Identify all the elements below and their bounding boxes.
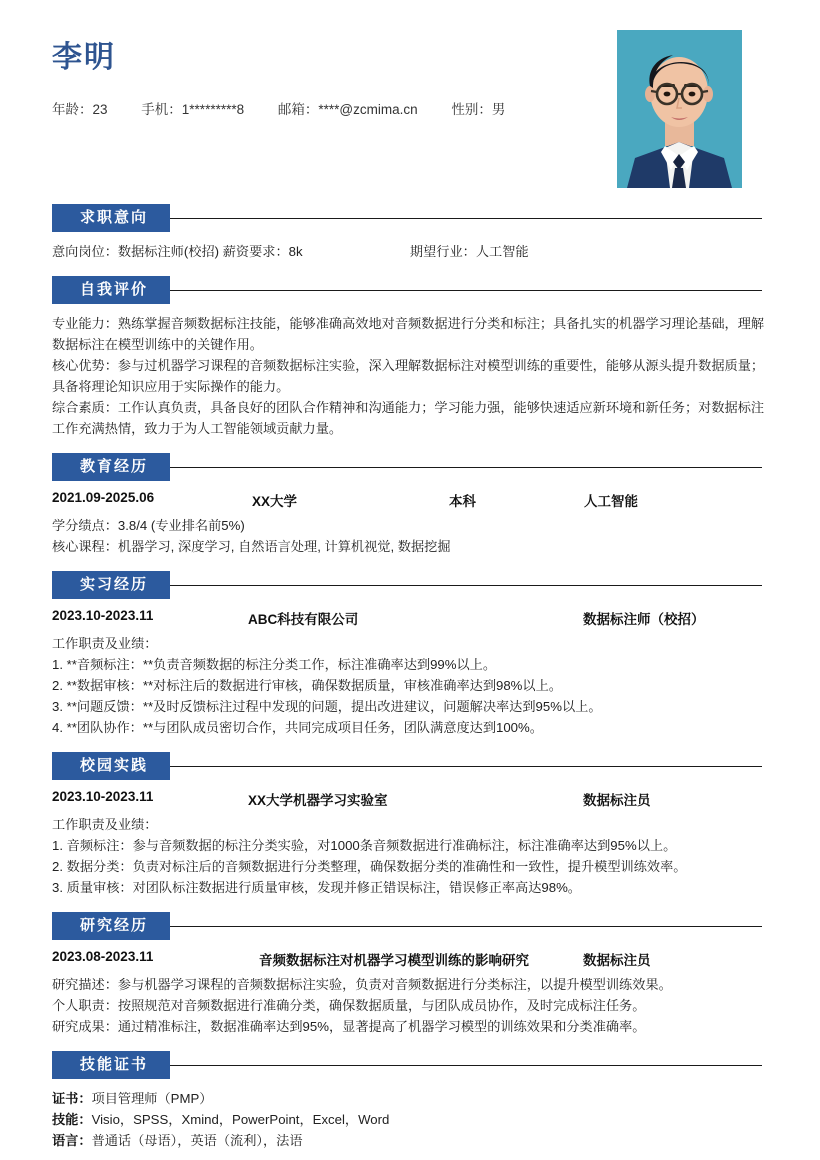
research-entry-row	[52, 949, 768, 971]
section-title-campus-practice: 校园实践	[52, 752, 170, 780]
section-internship	[0, 571, 820, 738]
section-header	[52, 571, 768, 599]
job-intent-left: 意向岗位：数据标注师(校招) 薪资要求：8k	[52, 244, 303, 259]
campus-org: XX大学机器学习实验室	[248, 793, 388, 808]
internship-detail-line: 2. **数据审核：**对标注后的数据进行审核，确保数据质量，审核准确率达到98%以上。	[52, 678, 562, 693]
research-detail-line: 个人职责：按照规范对音频数据进行准确分类，确保数据质量，与团队成员协作，及时完成标注任务。	[52, 998, 646, 1013]
section-title-job-intent: 求职意向	[52, 204, 170, 232]
skills-item-label: 技能：	[52, 1112, 92, 1127]
internship-entry-row	[52, 608, 768, 630]
section-rule	[170, 467, 762, 468]
internship-detail-line: 3. **问题反馈：**及时反馈标注过程中发现的问题，提出改进建议，问题解决率达到95%以上。	[52, 699, 602, 714]
section-rule	[170, 1065, 762, 1066]
internship-role: 数据标注师（校招）	[583, 612, 705, 627]
internship-details	[52, 633, 768, 738]
section-rule	[170, 218, 762, 219]
internship-detail-line: 1. **音频标注：**负责音频数据的标注分类工作，标注准确率达到99%以上。	[52, 657, 497, 672]
education-detail-line: 学分绩点：3.8/4 (专业排名前5%)	[52, 518, 245, 533]
skills-item-label: 证书：	[52, 1091, 92, 1106]
profile-photo	[617, 30, 742, 188]
job-intent-row	[52, 241, 768, 262]
research-detail-line: 研究成果：通过精准标注，数据准确率达到95%，显著提高了机器学习模型的训练效果和分类准确率。	[52, 1019, 646, 1034]
section-rule	[170, 585, 762, 586]
self-eval-paragraph: 综合素质：工作认真负责，具备良好的团队合作精神和沟通能力；学习能力强，能够快速适应新环境和新任务；对数据标注工作充满热情，致力于为人工智能领域贡献力量。	[52, 400, 765, 436]
section-job-intent	[0, 204, 820, 262]
campus-detail-line: 2. 数据分类：负责对标注后的音频数据进行分类整理，确保数据分类的准确性和一致性，提升模型训练效率。	[52, 859, 687, 874]
contact-gender: 性别：男	[451, 102, 506, 117]
internship-date: 2023.10-2023.11	[52, 608, 154, 623]
section-title-self-evaluation: 自我评价	[52, 276, 170, 304]
campus-detail-line: 工作职责及业绩：	[52, 817, 158, 832]
section-title-internship: 实习经历	[52, 571, 170, 599]
skills-item	[52, 1088, 768, 1109]
section-header	[52, 204, 768, 232]
internship-detail-line: 4. **团队协作：**与团队成员密切合作，共同完成项目任务，团队满意度达到100%。	[52, 720, 543, 735]
education-school: XX大学	[252, 494, 298, 509]
section-education	[0, 453, 820, 557]
self-evaluation-body	[52, 313, 768, 439]
section-header	[52, 453, 768, 481]
section-header	[52, 1051, 768, 1079]
skills-item	[52, 1130, 768, 1151]
contact-phone: 手机：1*********8	[141, 102, 245, 117]
contact-email: 邮箱：****@zcmima.cn	[277, 102, 418, 117]
skills-item-value: 项目管理师（PMP）	[91, 1091, 213, 1106]
skills-item-value: 普通话（母语），英语（流利），法语	[91, 1133, 303, 1148]
campus-detail-line: 1. 音频标注：参与音频数据的标注分类实验，对1000条音频数据进行准确标注，标注准确率达到95%以上。	[52, 838, 677, 853]
education-degree: 本科	[449, 494, 476, 509]
section-campus-practice	[0, 752, 820, 898]
skills-item-label: 语言：	[52, 1133, 92, 1148]
section-header	[52, 752, 768, 780]
education-detail-line: 核心课程：机器学习, 深度学习, 自然语言处理, 计算机视觉, 数据挖掘	[52, 539, 451, 554]
section-skills-certificates	[0, 1051, 820, 1151]
candidate-name: 李明	[52, 41, 116, 74]
section-title-skills-certificates: 技能证书	[52, 1051, 170, 1079]
section-header	[52, 912, 768, 940]
skills-item-value: Visio，SPSS，Xmind，PowerPoint，Excel，Word	[91, 1112, 390, 1127]
section-self-evaluation	[0, 276, 820, 439]
contact-age: 年龄：23	[52, 102, 108, 117]
section-rule	[170, 290, 762, 291]
section-title-education: 教育经历	[52, 453, 170, 481]
education-major: 人工智能	[584, 494, 638, 509]
skills-item	[52, 1109, 768, 1130]
education-entry-row	[52, 490, 768, 512]
campus-entry-row	[52, 789, 768, 811]
research-date: 2023.08-2023.11	[52, 949, 154, 964]
education-details	[52, 515, 768, 557]
research-role: 数据标注员	[583, 953, 651, 968]
internship-company: ABC科技有限公司	[248, 612, 359, 627]
section-title-research: 研究经历	[52, 912, 170, 940]
section-header	[52, 276, 768, 304]
campus-details	[52, 814, 768, 898]
job-intent-right: 期望行业：人工智能	[409, 244, 529, 259]
self-eval-paragraph: 专业能力：熟练掌握音频数据标注技能，能够准确高效地对音频数据进行分类和标注；具备扎实的机器学习理论基础，理解数据标注在模型训练中的关键作用。	[52, 316, 765, 352]
research-detail-line: 研究描述：参与机器学习课程的音频数据标注实验，负责对音频数据进行分类标注，以提升模型训练效果。	[52, 977, 672, 992]
education-date: 2021.09-2025.06	[52, 490, 155, 505]
section-rule	[170, 766, 762, 767]
campus-role: 数据标注员	[583, 793, 651, 808]
self-eval-paragraph: 核心优势：参与过机器学习课程的音频数据标注实验，深入理解数据标注对模型训练的重要性，能够从源头提升数据质量；具备将理论知识应用于实际操作的能力。	[52, 358, 765, 394]
campus-detail-line: 3. 质量审核：对团队标注数据进行质量审核，发现并修正错误标注，错误修正率高达98%。	[52, 880, 581, 895]
research-topic: 音频数据标注对机器学习模型训练的影响研究	[259, 953, 529, 968]
skills-details	[52, 1088, 768, 1151]
section-rule	[170, 926, 762, 927]
section-research	[0, 912, 820, 1037]
internship-detail-line: 工作职责及业绩：	[52, 636, 158, 651]
campus-date: 2023.10-2023.11	[52, 789, 154, 804]
resume-header	[0, 0, 820, 190]
research-details	[52, 974, 768, 1037]
